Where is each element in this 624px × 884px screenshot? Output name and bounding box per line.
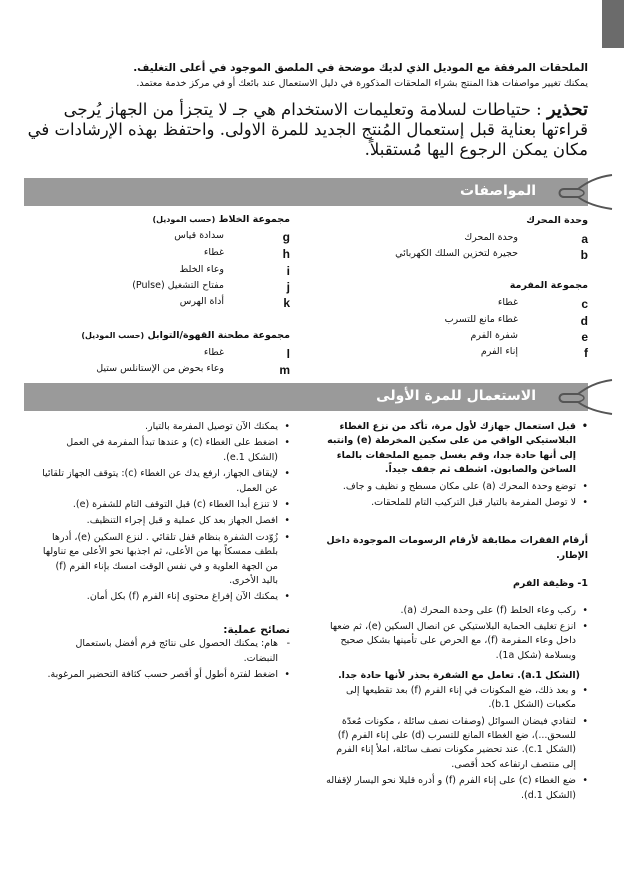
spec-change-note: يمكنك تغيير مواصفات هذا المنتج بشراء الملحقات المذكورة في دليل الاستعمال عند بائعك أو في مركز خدمة معتمد. [136, 78, 588, 89]
warning-paragraph [26, 100, 588, 160]
list-item: • و بعد ذلك، ضع المكونات في إناء الفرم (f) بعد تقطيعها إلى مكعبات (الشكل 1.b). [326, 684, 588, 713]
figures-note: أرقام الفقرات مطابقة لأرقام الرسومات الموجودة داخل الإطار. [326, 535, 588, 561]
list-item: • قبل استعمال جهازك لأول مرة، تأكد من نزع الغطاء البلاستيكي الواقي من على سكين المخرطة (e) وانتبه إلى أنها حادة جدا، وقم بغسل جميع الملحقات بالماء الساخن والصابون. اشطف ثم جفف جيداً. [326, 420, 588, 478]
section-1-heading: 1- وظيفة الفرم [512, 578, 588, 590]
list-item: • زُوّدت الشفرة بنظام قفل تلقائي . لنزع السكين (e)، أدرها بلطف ممسكاً بها من الأعلى، ثم اجذبها نحو الأعلى مع تناولها من الجهة العلوية و في نفس الوقت امسك بإناء الفرم (f) باليد الأخرى. [42, 531, 290, 589]
specs-title: المواصفات [460, 183, 536, 199]
first-use-title: الاستعمال للمرة الأولى [376, 388, 536, 404]
specs-section-bar [24, 178, 588, 206]
list-item: • ركب وعاء الخلط (f) على وحدة المحرك (a). [326, 604, 588, 618]
list-item: • ضع الغطاء (c) على إناء الفرم (f) و أدره قليلا نحو اليسار لإقفاله (الشكل 1.d). [326, 774, 588, 803]
list-item: • يمكنك الآن توصيل المفرمة بالتيار. [42, 420, 290, 434]
list-item: • لتفادي فيضان السوائل (وصفات نصف سائلة ، مكونات مُعدّة للسحق...)، ضع الغطاء المانع للتسرب (d) على إناء الفرم (f) (الشكل 1.c). عند تحضير مكونات نصف سائلة، املأ إناء الفرم إلى منتصف ارتفاعه كحد أقصى. [326, 715, 588, 773]
warning-text: : حتياطات لسلامة وتعليمات الاستخدام هي جـ لا يتجزأ من الجهاز يُرجى قراءتها بعناية قبل إستعمال المُنتج الجديد للمرة الاولى. واحتفظ بهذه الإرشادات في مكان يمكن الرجوع اليها مُستقبلاً. [27, 100, 588, 159]
list-item: • افصل الجهاز بعد كل عملية و قبل إجراء التنظيف. [42, 514, 290, 528]
list-item: • لا توصل المفرمة بالتيار قبل التركيب التام للملحقات. [326, 496, 588, 510]
accessories-note: الملحقات المرفقة مع الموديل الذي لديك موضحة في الملصق الموجود في أعلى التغليف. [133, 62, 588, 74]
motor-group-heading: وحدة المحرك [526, 215, 588, 226]
blender-group-heading: مجموعة الخلاط (حسب الموديل) [152, 214, 290, 225]
list-item: • يمكنك الآن إفراغ محتوى إناء الفرم (f) بكل أمان. [42, 590, 290, 604]
list-item: - هام: يمكنك الحصول على نتائج فرم أفضل باستعمال النبضات. [42, 637, 290, 666]
list-item: • لإيقاف الجهاز، ارفع يدك عن الغطاء (c): يتوقف الجهاز تلقائيا عن العمل. [42, 467, 290, 496]
tips-heading: نصائح عملية: [223, 623, 290, 636]
list-item: • توضع وحدة المحرك (a) على مكان مسطح و نظيف و جاف. [326, 480, 588, 494]
first-use-section-bar [24, 383, 588, 411]
list-item: • انزع تغليف الحماية البلاستيكي عن انصال السكين (e)، ثم ضعها داخل وعاء المفرمة (f)، مع الحرص على تأمينها بشكل صحيح وبسلامة (شكل 1a). [326, 620, 588, 663]
grinder-group-heading: مجموعة مطحنة القهوة/التوابل (حسب الموديل) [81, 330, 290, 341]
list-item: • لا تنزع أبدا الغطاء (c) قبل التوقف التام للشفرة (e). [42, 498, 290, 512]
page-tab [602, 0, 624, 48]
list-item: • اضغط لفترة أطول أو أقصر حسب كثافة التحضير المرغوبة. [42, 668, 290, 682]
first-use-left-column [42, 420, 290, 685]
mincer-group-heading: مجموعة المفرمة [509, 280, 588, 291]
first-use-right-column [326, 420, 588, 805]
warning-label: تحذير [546, 99, 588, 120]
list-item: • اضغط على الغطاء (c) و عندها تبدأ المفرمة في العمل (الشكل 1.e). [42, 436, 290, 465]
hand-pointer-icon [556, 167, 614, 215]
hand-pointer-icon [556, 372, 614, 420]
fig-1a-caution: (الشكل 1.a). تعامل مع الشفرة بحذر لأنها حادة جدا. [338, 670, 580, 682]
